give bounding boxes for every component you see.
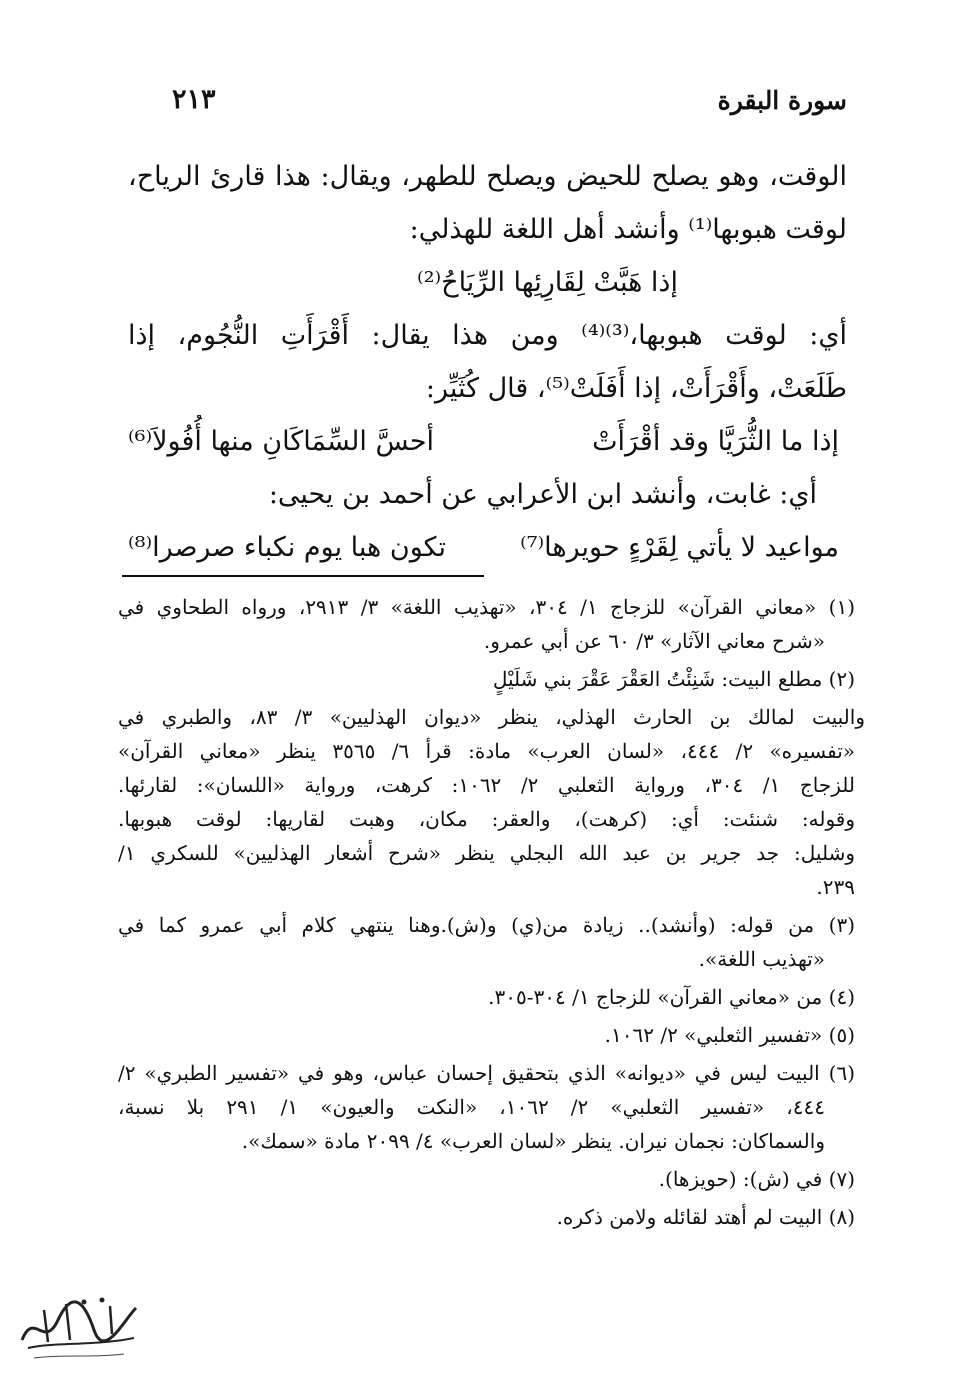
footnote-separator: [122, 575, 484, 577]
text-line: أي: لوقت هبوبها،⁽³⁾⁽⁴⁾ ومن هذا يقال: أَقْرَأَتِ النُّجُوم، إذا: [128, 320, 847, 351]
footnote-line: (٥) «تفسير الثعلبي» ٢/ ١٠٦٢.: [604, 1023, 855, 1047]
poetry-verse: [128, 415, 847, 468]
footnote-line: (٢) مطلع البيت: شَنِئْتُ العَقْرَ عَقْرَ بني شَلَيْلٍ: [492, 667, 855, 691]
footnote-line: (٣) من قوله: (وأنشد).. زيادة من(ي) و(ش).وهنا ينتهي كلام أبي عمرو كما في: [118, 913, 855, 937]
publisher-logo: [14, 1290, 142, 1366]
footnote-line: (٦) البيت ليس في «ديوانه» الذي بتحقيق إحسان عباس، وهو في «تفسير الطبري» ٢/: [118, 1061, 855, 1085]
footnote-line: والبيت لمالك بن الحارث الهذلي، ينظر «ديوان الهذليين» ٣/ ٨٣، والطبري في: [118, 705, 865, 729]
footnote-line: وقوله: شنئت: أي: (كرهت)، والعقر: مكان، وهبت لقاريها: لوقت هبوبها.: [118, 807, 855, 831]
footnotes: [118, 590, 865, 1234]
verse-first-hemistich: إذا ما الثُّرَيَّا وقد أقْرَأَتْ: [592, 426, 839, 457]
footnote-line: (١) «معاني القرآن» للزجاج ١/ ٣٠٤، «تهذيب اللغة» ٣/ ٢٩١٣، ورواه الطحاوي في: [118, 595, 855, 619]
verse-second-hemistich: تكون هبا يوم نكباء صرصرا⁽⁸⁾: [128, 532, 447, 563]
footnote-line: ٢٣٩.: [816, 875, 855, 899]
footnote-line: (٨) البيت لم أهتد لقائله ولامن ذكره.: [556, 1205, 855, 1229]
surah-title: سورة البقرة: [717, 86, 847, 115]
text-line: الوقت، وهو يصلح للحيض ويصلح للطهر، ويقال: هذا قارئ الرياح،: [128, 161, 847, 192]
text-line: لوقت هبوبها⁽¹⁾ وأنشد أهل اللغة للهذلي:: [409, 214, 847, 245]
poetry-verse: [128, 521, 847, 574]
footnote-line: وشليل: جد جرير بن عبد الله البجلي ينظر «شرح أشعار الهذليين» للسكري ١/: [118, 841, 855, 865]
quoted-hemistich: إذا هَبَّتْ لِقَارِئِها الرِّيَاحُ⁽²⁾: [417, 267, 678, 298]
page-number: ٢١٣: [172, 84, 216, 115]
verse-first-hemistich: مواعيد لا يأتي لِقَرْءٍ حويرها⁽⁷⁾: [520, 532, 839, 563]
footnote-line: «تهذيب اللغة».: [698, 947, 825, 971]
footnote-line: (٧) في (ش): (حويزها).: [658, 1167, 855, 1191]
verse-second-hemistich: أحسَّ السِّمَاكَانِ منها أُفُولاَ⁽⁶⁾: [128, 426, 435, 457]
footnote-line: (٤) من «معاني القرآن» للزجاج ١/ ٣٠٤-٣٠٥.: [488, 985, 855, 1009]
footnote-line: ٤٤٤، «تفسير الثعلبي» ٢/ ١٠٦٢، «النكت والعيون» ١/ ٢٩١ بلا نسبة،: [118, 1095, 825, 1119]
footnote-line: للزجاج ١/ ٣٠٤، ورواية الثعلبي ٢/ ١٠٦٢: كرهت، ورواية «اللسان»: لقارئها.: [118, 773, 855, 797]
footnote-line: والسماكان: نجمان نيران. ينظر «لسان العرب» ٤/ ٢٠٩٩ مادة «سمك».: [241, 1129, 825, 1153]
footnote-line: «تفسيره» ٢/ ٤٤٤، «لسان العرب» مادة: قرأ ٦/ ٣٥٦٥ ينظر «معاني القرآن»: [118, 739, 855, 763]
footnote-line: «شرح معاني الآثار» ٣/ ٦٠ عن أبي عمرو.: [483, 629, 825, 653]
text-line: أي: غابت، وأنشد ابن الأعرابي عن أحمد بن يحيى:: [268, 479, 817, 510]
text-line: طَلَعَتْ، وأَقْرَأَتْ، إذا أَفَلَتْ⁽⁵⁾، قال كُثَيِّر:: [425, 373, 847, 404]
main-text: [128, 150, 847, 574]
